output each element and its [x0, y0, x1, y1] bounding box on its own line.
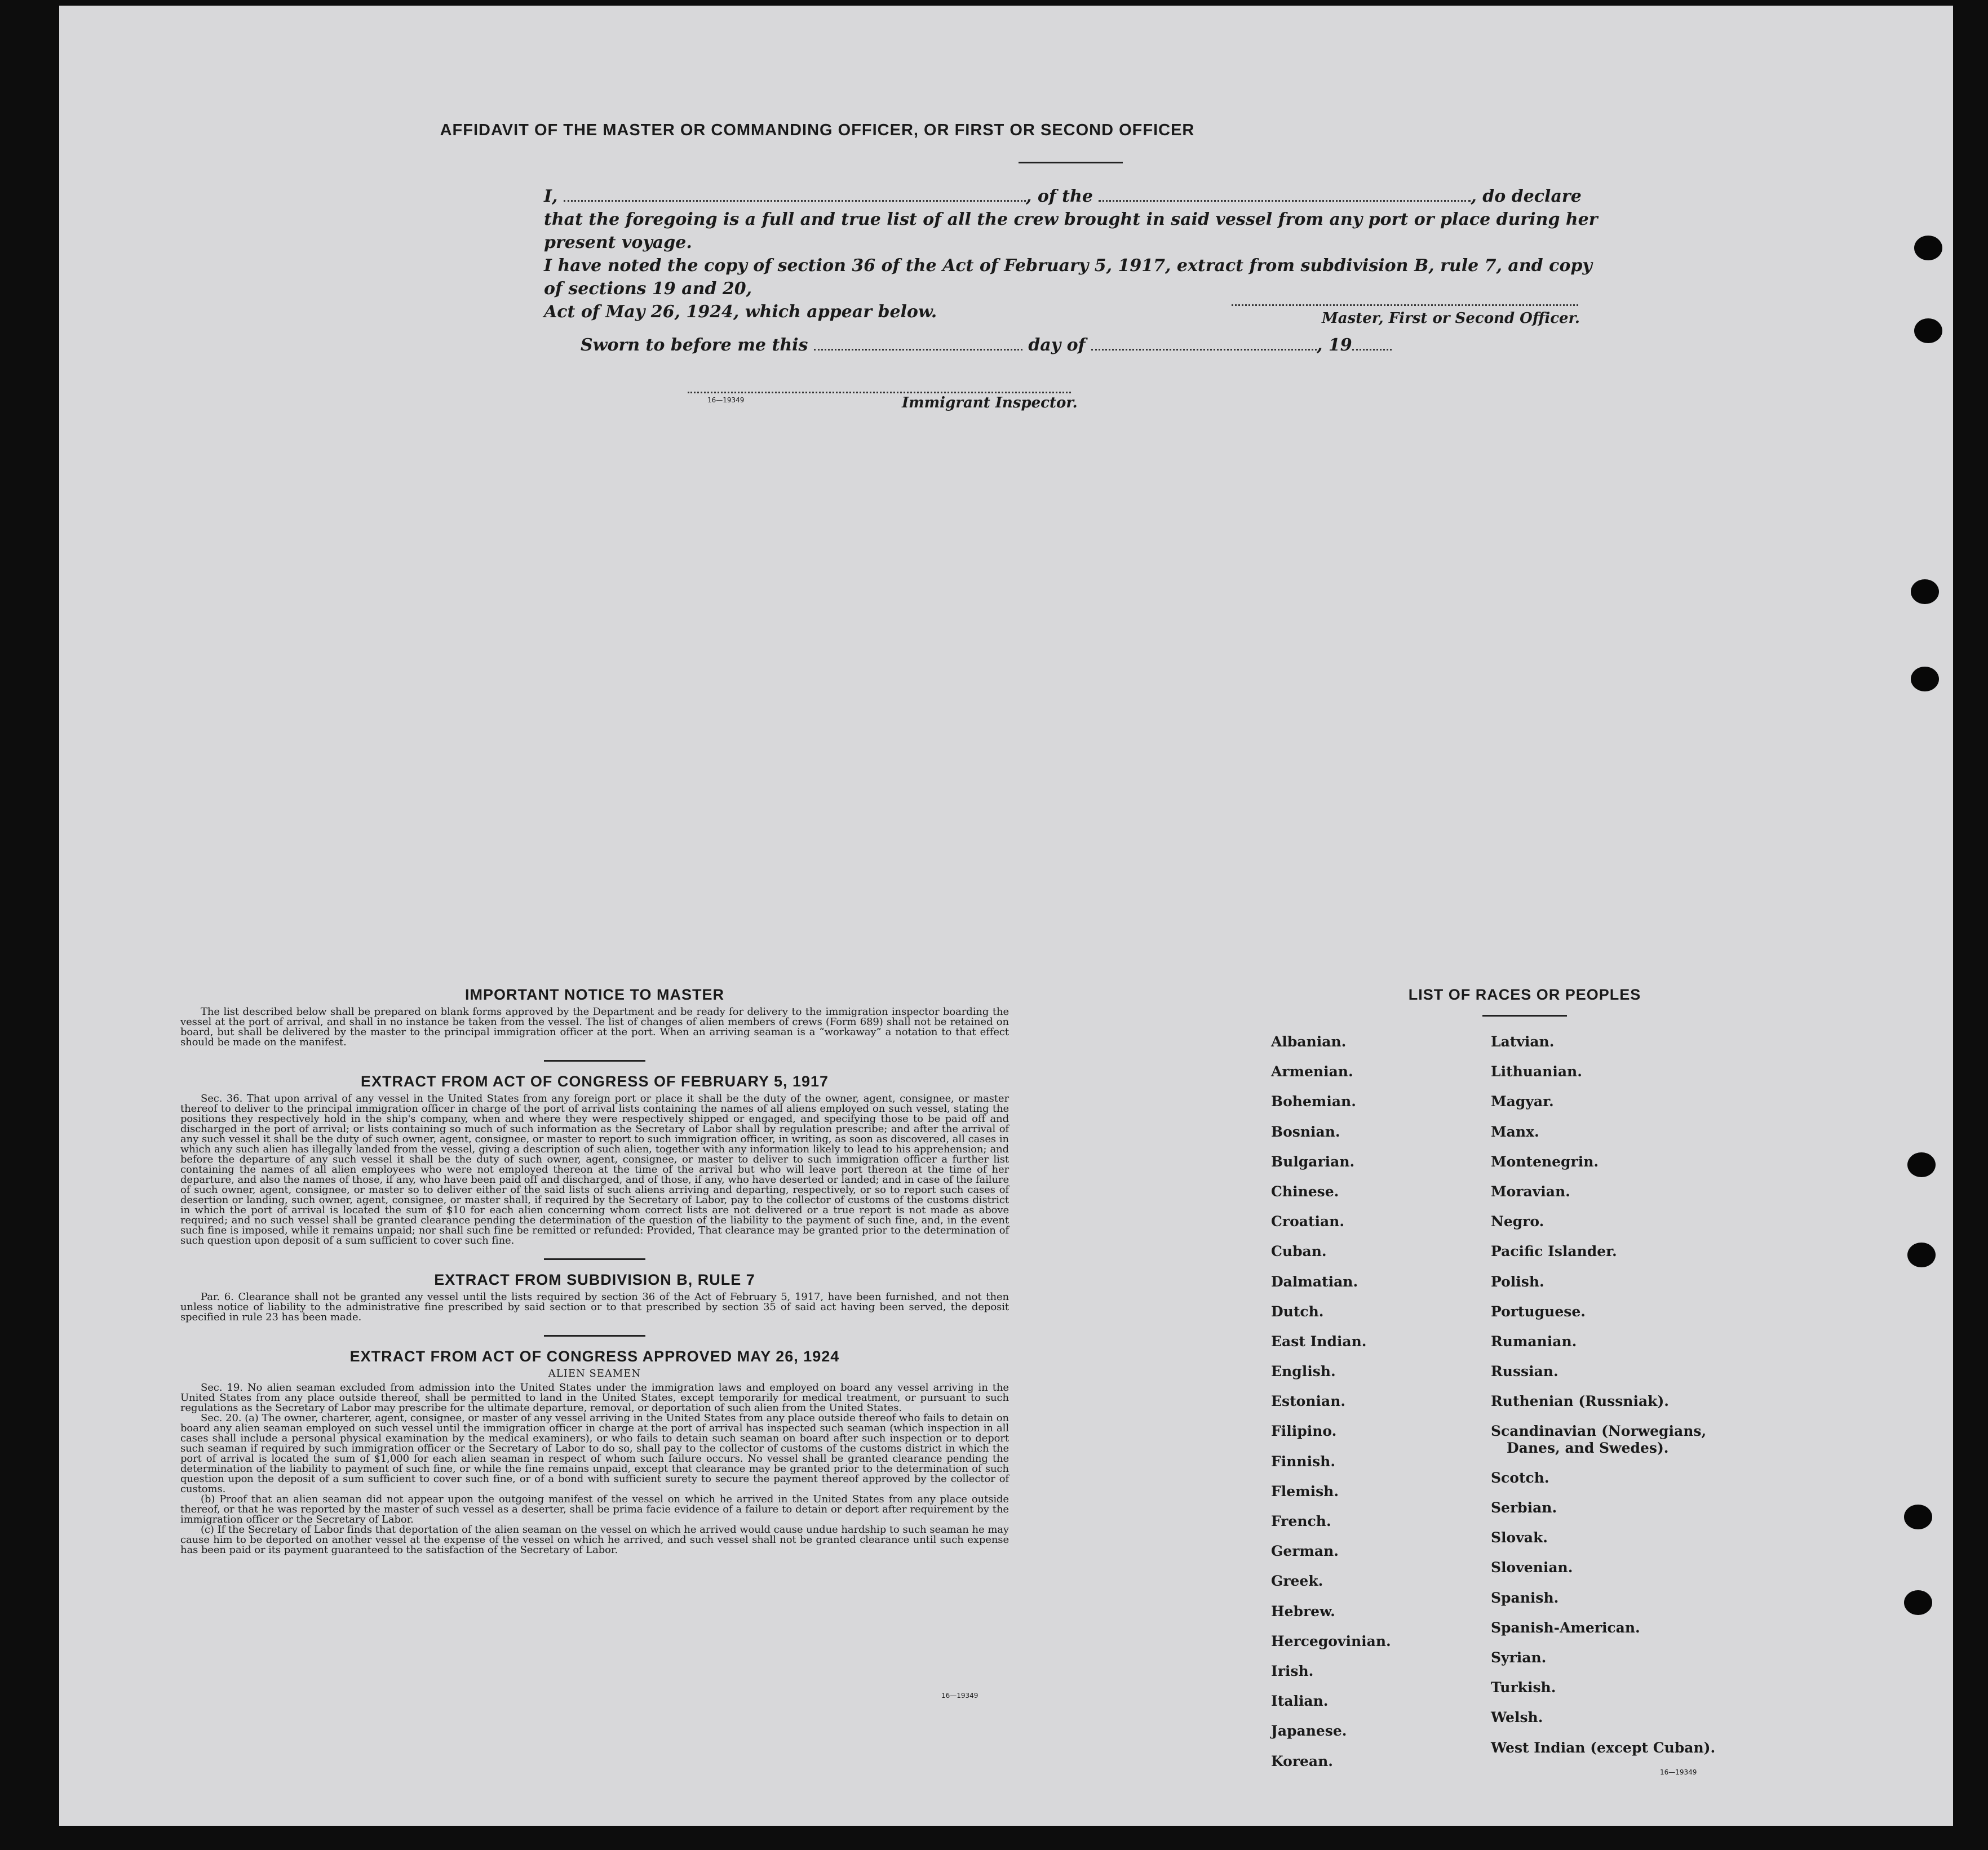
race-item: English.	[1271, 1363, 1336, 1380]
race-item: Rumanian.	[1491, 1333, 1577, 1350]
sec-36-paragraph: Sec. 36. That upon arrival of any vessel in the United States from any foreign port or place it shall be the duty of the owner, agent, consignee, or master thereof to deliver to the principal immigration officer in charge of the port of arrival lists containing the names of all aliens employed on such vessel, stating the positions they respectively hold in the ship's company, when and where they were respectively shipped or engaged, and specifying those to be paid off and discharged in the port of arrival; or lists containing so much of such information as the Secretary of Labor shall by regulation prescribe; and after the arrival of any such vessel it shall be the duty of such owner, agent, consignee, or master to report to such immigration officer, in writing, as soon as discovered, all cases in which any such alien has illegally landed from the vessel, giving a description of such alien, together with any information likely to lead to his apprehension; and before the departure of any such vessel it shall be the duty of such owner, agent, consignee, or master to deliver to such immigration officer a further list containing the names of all alien employees who were not employed thereon at the time of the arrival but who will leave port thereon at the time of her departure, and also the names of those, if any, who have been paid off and discharged, and of those, if any, who have deserted or landed; and in case of the failure of such owner, agent, consignee, or master so to deliver either of the said lists of such aliens arriving and departing, respectively, or so to report such cases of desertion or landing, such owner, agent, consignee, or master shall, if required by the Secretary of Labor, pay to the collector of customs of the customs district in which the port of arrival is located the sum of $10 for each alien concerning whom correct lists are not delivered or a true report is not made as above required; and no such vessel shall be granted clearance pending the determination of the question of the liability to the payment of such fine, and, in the event such fine is imposed, while it remains unpaid; nor shall such fine be remitted or refunded: Provided, That clearance may be granted prior to the determination of such question upon deposit of a sum sufficient to cover such fine.	[180, 1093, 1009, 1246]
race-item: Estonian.	[1271, 1393, 1346, 1410]
extract-1917-text	[180, 1094, 1009, 1246]
race-item: Armenian.	[1271, 1063, 1353, 1080]
punch-hole	[1904, 1505, 1932, 1529]
race-item: Scandinavian (Norwegians,	[1491, 1423, 1707, 1440]
race-item: Cuban.	[1271, 1243, 1327, 1260]
race-item: Syrian.	[1491, 1649, 1547, 1666]
race-item: Portuguese.	[1491, 1303, 1586, 1320]
divider	[1482, 1015, 1567, 1017]
race-item: Serbian.	[1491, 1499, 1557, 1516]
notice-paragraph: The list described below shall be prepared on blank forms approved by the Department and be ready for delivery to the immigration inspector boarding the vessel at the port of arrival, and shall in no instance be taken from the vessel. The list of changes of alien members of crews (Form 689) shall not be retained on board, but shall be delivered by the master to the principal immigration officer at the port. When an arriving seaman is a “workaway” a notation to that effect should be made on the manifest.	[180, 1006, 1009, 1048]
race-item: Turkish.	[1491, 1679, 1556, 1696]
affidavit-title: AFFIDAVIT OF THE MASTER OR COMMANDING OFFICER, OR FIRST OR SECOND OFFICER	[440, 121, 1195, 139]
race-item: Spanish-American.	[1491, 1619, 1640, 1636]
punch-hole	[1914, 318, 1942, 343]
race-item: Irish.	[1271, 1662, 1314, 1679]
sec-20c-paragraph: (c) If the Secretary of Labor finds that deportation of the alien seaman on the vessel on which he arrived would cause undue hardship to such seaman he may cause him to be deported on another vessel at the expense of the vessel on which he arrived, and such vessel shall not be granted clearance until such expense has been paid or its payment guaranteed to the satisfaction of the Secretary of Labor.	[180, 1524, 1009, 1556]
sec-19-paragraph: Sec. 19. No alien seaman excluded from admission into the United States under the immigration laws and employed on board any vessel arriving in the United States from any place outside thereof, shall be permitted to land in the United States, except temporarily for medical treatment, or pursuant to such regulations as the Secretary of Labor may prescribe for the ultimate departure, removal, or deportation of such alien from the United States.	[180, 1382, 1009, 1414]
vessel-field[interactable]	[1099, 188, 1471, 202]
alien-seamen-subtitle: ALIEN SEAMEN	[548, 1368, 641, 1379]
par-6-paragraph: Par. 6. Clearance shall not be granted any vessel until the lists required by section 36 of the Act of February 5, 1917, have been furnished, and not then unless notice of liability to the administrative fine prescribed by said section or to that prescribed by section 35 of said act having been served, the deposit specified in rule 23 has been made.	[180, 1291, 1009, 1323]
sec-20b-paragraph: (b) Proof that an alien seaman did not appear upon the outgoing manifest of the vessel on which he arrived in the United States from any place outside thereof, or that he was reported by the master of such vessel as a deserter, shall be prima facie evidence of a failure to detain or deport after requirement by the immigration officer or the Secretary of Labor.	[180, 1493, 1009, 1525]
races-column-1	[1271, 1033, 1391, 1783]
race-item: Croatian.	[1271, 1213, 1345, 1230]
race-item: Moravian.	[1491, 1183, 1570, 1200]
affidavit-of-the: , of the	[1025, 187, 1093, 206]
race-item: Ruthenian (Russniak).	[1491, 1393, 1669, 1410]
race-item: Spanish.	[1491, 1589, 1559, 1606]
day-of-text: day of	[1028, 335, 1086, 355]
extract-rule7-title: EXTRACT FROM SUBDIVISION B, RULE 7	[434, 1271, 755, 1288]
races-section	[1271, 986, 1778, 1769]
races-column-2	[1491, 1033, 1715, 1769]
race-item: Greek.	[1271, 1573, 1323, 1590]
affidavit-form-number: 16—19349	[707, 396, 745, 404]
affidavit-line-2: that the foregoing is a full and true list of all the crew brought in said vessel from any port or place during her present voyage.	[544, 210, 1598, 252]
sworn-year-field[interactable]	[1352, 336, 1392, 351]
race-item: French.	[1271, 1513, 1331, 1529]
divider	[544, 1335, 645, 1337]
race-item: Danes, and Swedes).	[1507, 1439, 1669, 1456]
races-title: LIST OF RACES OR PEOPLES	[1408, 986, 1641, 1003]
race-item: Slovak.	[1491, 1529, 1548, 1546]
race-item: Italian.	[1271, 1693, 1329, 1710]
inspector-signature-field[interactable]	[688, 392, 1071, 393]
extract-1924-text	[180, 1383, 1009, 1555]
affidavit-i: I,	[544, 187, 558, 206]
race-item: Chinese.	[1271, 1183, 1339, 1200]
notice-text	[180, 1007, 1009, 1048]
race-item: West Indian (except Cuban).	[1491, 1739, 1716, 1756]
affidavit-line-4: Act of May 26, 1924, which appear below.	[544, 302, 937, 322]
race-item: Latvian.	[1491, 1033, 1555, 1050]
races-form-number: 16—19349	[1660, 1768, 1697, 1776]
race-item: German.	[1271, 1543, 1339, 1560]
punch-hole	[1914, 236, 1942, 260]
race-item: East Indian.	[1271, 1333, 1367, 1350]
sworn-month-field[interactable]	[1091, 336, 1317, 351]
race-item: Hebrew.	[1271, 1603, 1335, 1620]
race-item: Russian.	[1491, 1363, 1558, 1380]
race-item: Montenegrin.	[1491, 1153, 1599, 1170]
race-item: Scotch.	[1491, 1469, 1549, 1486]
race-item: Flemish.	[1271, 1483, 1339, 1499]
race-item: Polish.	[1491, 1273, 1544, 1290]
race-item: Lithuanian.	[1491, 1063, 1582, 1080]
punch-hole	[1907, 1152, 1936, 1177]
sworn-day-field[interactable]	[814, 336, 1022, 351]
race-item: Dutch.	[1271, 1303, 1324, 1320]
sworn-text: Sworn to before me this	[581, 335, 808, 355]
punch-hole	[1911, 579, 1939, 604]
name-field[interactable]	[564, 188, 1026, 202]
race-item: Dalmatian.	[1271, 1273, 1358, 1290]
sec-20a-paragraph: Sec. 20. (a) The owner, charterer, agent, consignee, or master of any vessel arriving in the United States from any place outside thereof who fails to detain on board any alien seaman employed on such vessel until the immigration officer in charge at the port of arrival has inspected such seaman (which inspection in all cases shall include a personal physical examination by the medical examiners), or who fails to detain such seaman on board after such inspection or to deport such seaman if required by such immigration officer or the Secretary of Labor to do so, shall pay to the collector of customs of the customs district in which the port of arrival is located the sum of $1,000 for each alien seaman in respect of whom such failure occurs. No vessel shall be granted clearance pending the determination of the liability to payment of such fine, or while the fine remains unpaid, except that clearance may be granted prior to the determination of such question upon the deposit of a sum sufficient to cover such fine, or of a bond with sufficient surety to secure the payment thereof approved by the collector of customs.	[180, 1412, 1009, 1495]
extract-form-number: 16—19349	[941, 1692, 978, 1700]
race-item: Hercegovinian.	[1271, 1632, 1391, 1649]
race-item: Bosnian.	[1271, 1123, 1340, 1140]
race-item: Magyar.	[1491, 1093, 1554, 1110]
race-item: Japanese.	[1271, 1723, 1347, 1740]
divider	[544, 1258, 645, 1260]
punch-hole	[1904, 1590, 1932, 1615]
extract-rule7-text	[180, 1292, 1009, 1323]
race-item: Negro.	[1491, 1213, 1544, 1230]
master-signature-field[interactable]	[1232, 304, 1578, 306]
affidavit-do-declare: , do declare	[1471, 187, 1582, 206]
master-signature-label: Master, First or Second Officer.	[1322, 310, 1580, 327]
race-item: Pacific Islander.	[1491, 1243, 1617, 1260]
race-item: Bohemian.	[1271, 1093, 1356, 1110]
notice-title: IMPORTANT NOTICE TO MASTER	[465, 986, 724, 1003]
sworn-line	[581, 335, 1392, 355]
punch-hole	[1907, 1243, 1936, 1267]
inspector-label: Immigrant Inspector.	[902, 394, 1078, 411]
affidavit-line-3: I have noted the copy of section 36 of the Act of February 5, 1917, extract from subdivision B, rule 7, and copy of sections 19 and 20,	[544, 256, 1592, 299]
form-page	[59, 6, 1953, 1826]
race-item: Bulgarian.	[1271, 1153, 1355, 1170]
race-item: Slovenian.	[1491, 1559, 1573, 1576]
year-prefix: , 19	[1317, 335, 1352, 355]
affidavit-line-1	[544, 185, 1604, 208]
extract-1924-title: EXTRACT FROM ACT OF CONGRESS APPROVED MAY 26, 1924	[349, 1348, 840, 1365]
title-divider	[1019, 162, 1123, 163]
affidavit-body	[544, 185, 1604, 323]
race-item: Korean.	[1271, 1753, 1334, 1769]
legal-notices	[180, 986, 1009, 1555]
race-item: Finnish.	[1271, 1453, 1336, 1470]
race-item: Albanian.	[1271, 1033, 1347, 1050]
race-item: Filipino.	[1271, 1423, 1337, 1440]
extract-1917-title: EXTRACT FROM ACT OF CONGRESS OF FEBRUARY 5, 1917	[360, 1073, 829, 1090]
race-item: Welsh.	[1491, 1709, 1543, 1726]
punch-hole	[1911, 667, 1939, 691]
race-item: Manx.	[1491, 1123, 1539, 1140]
divider	[544, 1060, 645, 1062]
